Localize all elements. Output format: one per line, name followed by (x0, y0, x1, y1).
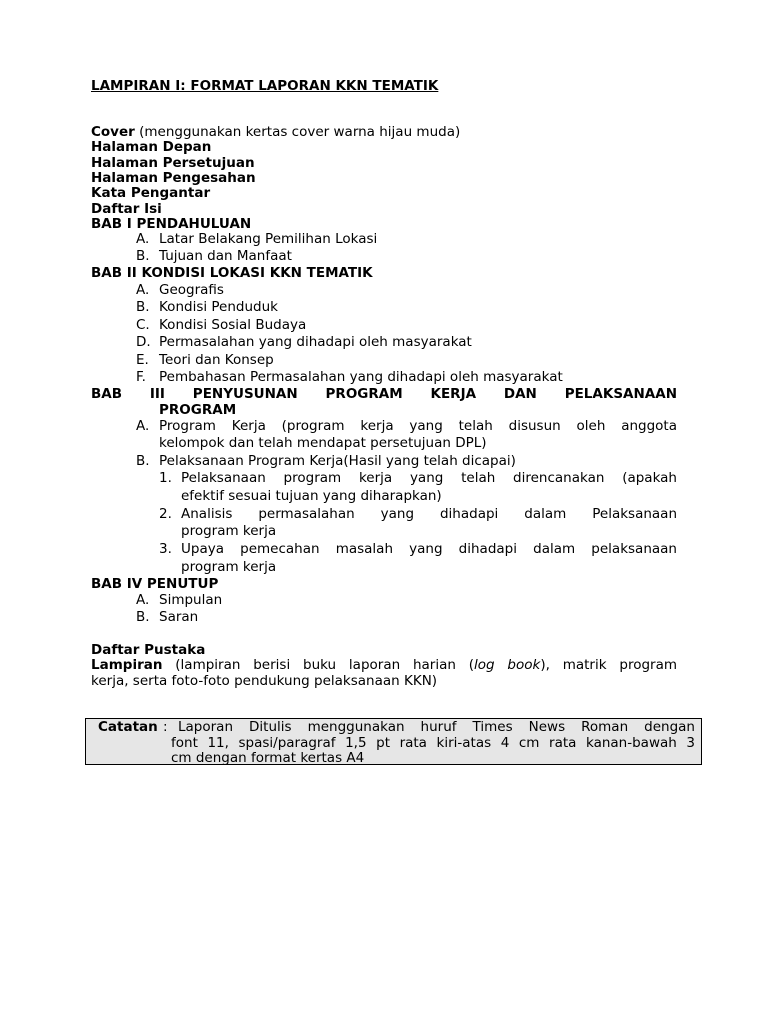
list-item: Kondisi Penduduk (159, 299, 278, 315)
bab1-heading: BAB I PENDAHULUAN (91, 216, 252, 232)
lampiran-line (91, 657, 677, 675)
list-item: Saran (159, 609, 199, 625)
sub-item-cont: program kerja (181, 559, 277, 575)
catatan-colon: : (163, 719, 168, 735)
list-marker: B. (136, 453, 150, 469)
list-marker: E. (136, 352, 149, 368)
lampiran-label: Lampiran (91, 657, 163, 673)
list-item: Geografis (159, 282, 224, 298)
catatan-label: Catatan (98, 719, 158, 735)
sub-marker: 1. (159, 470, 172, 486)
sub-item: Upaya pemecahan masalah yang dihadapi dalam pelaksanaan (181, 541, 677, 557)
catatan-box (85, 718, 702, 765)
list-marker: C. (136, 317, 150, 333)
list-item: Permasalahan yang dihadapi oleh masyarakat (159, 334, 472, 350)
sub-item: Pelaksanaan program kerja yang telah direncanakan (apakah (181, 470, 677, 486)
list-item: Teori dan Konsep (159, 352, 274, 368)
list-item: Latar Belakang Pemilihan Lokasi (159, 231, 378, 247)
list-marker: B. (136, 609, 150, 625)
lampiran-text-italic: log book (474, 657, 541, 673)
list-item: Program Kerja (program kerja yang telah disusun oleh anggota (159, 418, 677, 434)
bab3-heading-cont: PROGRAM (159, 402, 237, 418)
sub-item: Analisis permasalahan yang dihadapi dalam Pelaksanaan (181, 506, 677, 522)
front-item: Daftar Isi (91, 201, 162, 217)
list-marker: B. (136, 248, 150, 264)
front-item: Kata Pengantar (91, 185, 211, 201)
daftar-pustaka: Daftar Pustaka (91, 642, 206, 658)
lampiran-line-cont: kerja, serta foto-foto pendukung pelaksanaan KKN) (91, 673, 438, 689)
lampiran-text-pre: (lampiran berisi buku laporan harian ( (175, 657, 475, 673)
list-item: Kondisi Sosial Budaya (159, 317, 307, 333)
list-marker: A. (136, 418, 150, 434)
list-marker: A. (136, 592, 150, 608)
catatan-text: cm dengan format kertas A4 (171, 750, 365, 766)
list-marker: F. (136, 369, 146, 385)
cover-label: Cover (91, 124, 135, 140)
list-marker: D. (136, 334, 151, 350)
list-marker: B. (136, 299, 150, 315)
sub-item-cont: efektif sesuai tujuan yang diharapkan) (181, 488, 442, 504)
list-item: Tujuan dan Manfaat (159, 248, 292, 264)
list-marker: A. (136, 231, 150, 247)
document-title: LAMPIRAN I: FORMAT LAPORAN KKN TEMATIK (91, 78, 439, 94)
list-item-cont: kelompok dan telah mendapat persetujuan DPL) (159, 435, 487, 451)
lampiran-text-post: ), matrik program (540, 657, 678, 673)
sub-marker: 2. (159, 506, 172, 522)
front-item: Halaman Persetujuan (91, 155, 255, 171)
catatan-text: Laporan Ditulis menggunakan huruf Times News Roman dengan (178, 719, 695, 735)
front-item: Halaman Pengesahan (91, 170, 256, 186)
bab2-heading: BAB II KONDISI LOKASI KKN TEMATIK (91, 265, 373, 281)
front-item: Halaman Depan (91, 139, 212, 155)
list-item: Simpulan (159, 592, 223, 608)
bab3-heading: BAB III PENYUSUNAN PROGRAM KERJA DAN PELAKSANAAN (91, 386, 677, 402)
sub-item-cont: program kerja (181, 523, 277, 539)
catatan-text: font 11, spasi/paragraf 1,5 pt rata kiri-atas 4 cm rata kanan-bawah 3 (171, 735, 695, 751)
bab4-heading: BAB IV PENUTUP (91, 576, 219, 592)
sub-marker: 3. (159, 541, 172, 557)
list-marker: A. (136, 282, 150, 298)
cover-note: (menggunakan kertas cover warna hijau muda) (139, 124, 461, 140)
list-item: Pelaksanaan Program Kerja(Hasil yang telah dicapai) (159, 453, 516, 469)
list-item: Pembahasan Permasalahan yang dihadapi oleh masyarakat (159, 369, 563, 385)
